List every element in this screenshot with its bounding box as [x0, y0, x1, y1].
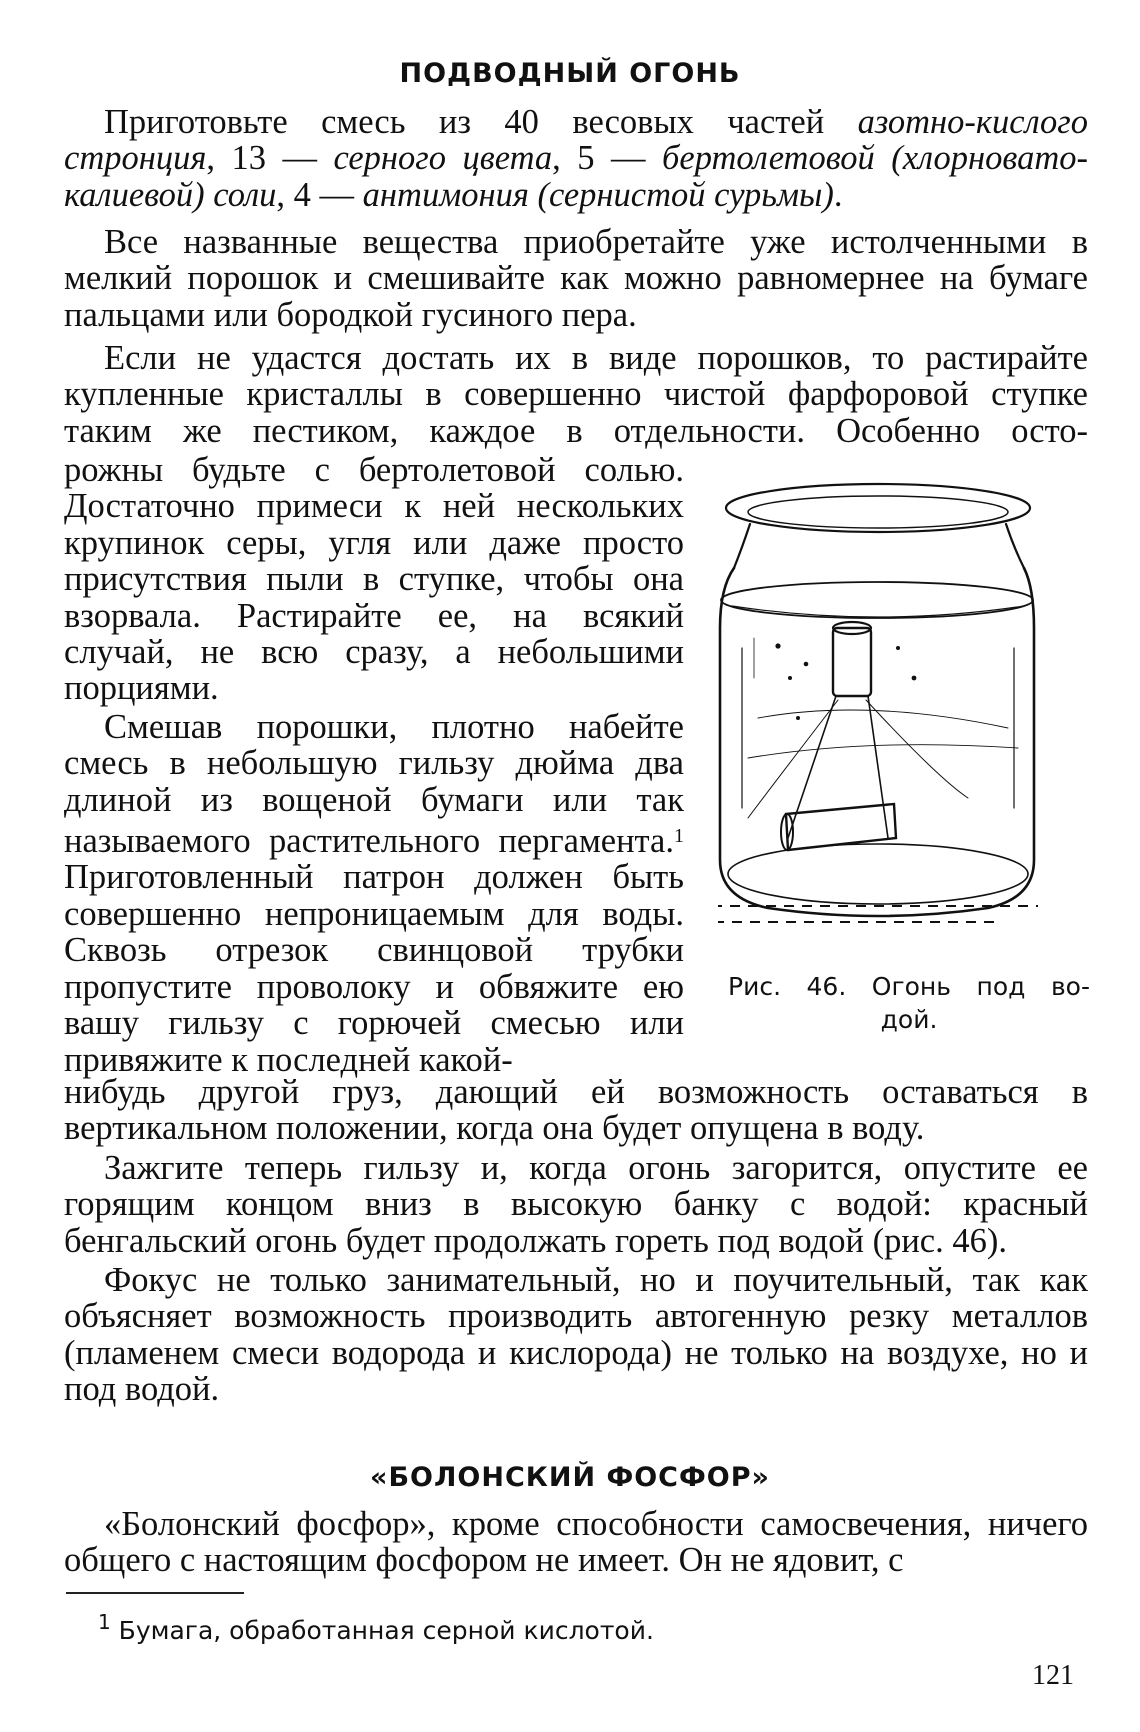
footnote-text: Бумага, обработанная серной кислотой.	[110, 1616, 654, 1645]
page-number: 121	[1032, 1660, 1074, 1691]
footnote-reference: 1	[674, 825, 684, 848]
section-title-bologna-phosphorus: «БОЛОНСКИЙ ФОСФОР»	[370, 1462, 770, 1493]
jar-neck-left	[734, 524, 750, 568]
paragraph-recipe: Приготовьте смесь из 40 весовых частей азотно-кислого стронция, 13 — серного цвета, 5 — бертолетовой (хлорновато-калиевой) соли, 4 — антимония (сернистой сурьмы).	[64, 103, 1089, 214]
wrapped-text-column	[64, 452, 684, 1078]
footnote-mark: 1	[98, 1610, 111, 1634]
water-surface	[721, 582, 1033, 618]
jar-neck-right	[1006, 524, 1024, 568]
figure-caption	[728, 970, 1090, 1036]
section-title-underwater-fire: ПОДВОДНЫЙ ОГОНЬ	[399, 58, 741, 89]
paragraph-bologna-phosphorus: «Болонский фосфор», кроме способности самосвечения, ничего общего с настоящим фосфором не имеет. Он не ядовит, с	[64, 1505, 1088, 1580]
cartridge-tube	[833, 628, 871, 696]
jar-rim-inner	[748, 496, 1008, 528]
lead-weight	[786, 804, 896, 850]
caption-line-1: Рис. 46. Огонь под во-	[728, 972, 1090, 1001]
paragraph-ignite: Зажгите теперь гильзу и, когда огонь загорится, опустите ее горящим концом вниз в высокую банку с водой: красный бенгальский огонь будет продолжать гореть под водой (рис. 46).	[64, 1149, 1088, 1260]
paragraph-grinding-start: Если не удастся достать их в виде порошков, то растирайте купленные кристаллы в совершенно чистой фарфоровой ступке таким же пестиком, каждое в отдельности. Особенно осто-	[64, 339, 1088, 450]
bubbles	[775, 643, 916, 720]
paragraph-explanation: Фокус не только занимательный, но и поучительный, так как объясняет возможность производить автогенную резку металлов (пламенем смеси водорода и кислорода) не только на воздухе, но и под водой.	[64, 1261, 1088, 1409]
paragraph-cartridge: Смешав порошки, плотно набейте смесь в небольшую гильзу дюйма два длиной из вощеной бумаги или так называемого растительного пергамента.$^1$ Приготовленный патрон должен быть совершенно непроницаемым для воды. Сквозь отрезок свинцовой трубки пропустите проволоку и обвяжите ею вашу гильзу с горючей смесью или привяжите к последней какой-	[64, 707, 684, 1079]
paragraph-cartridge-end: нибудь другой груз, дающий ей возможность оставаться в вертикальном положении, когда она будет опущена в воду.	[64, 1073, 1088, 1148]
figure-jar-underwater-fire	[718, 478, 1038, 928]
caption-line-2: дой.	[880, 1005, 938, 1034]
jar-body	[720, 568, 1034, 916]
jar-bottom	[728, 844, 1028, 904]
paragraph-powders: Все названные вещества приобретайте уже истолченными в мелкий порошок и смешивайте как можно равномернее на бумаге пальцами или бородкой гусиного пера.	[64, 223, 1088, 334]
paragraph-grinding-continued: рожны будьте с бертолетовой солью. Достаточно примеси к ней нескольких крупинок серы, угля или даже просто присутствия пыли в ступке, чтобы она взорвала. Растирайте ее, на всякий случай, не всю сразу, а небольшими порциями.	[64, 451, 684, 708]
footnote-divider	[66, 1592, 244, 1594]
footnote	[98, 1610, 654, 1645]
jar-rim	[726, 484, 1030, 532]
